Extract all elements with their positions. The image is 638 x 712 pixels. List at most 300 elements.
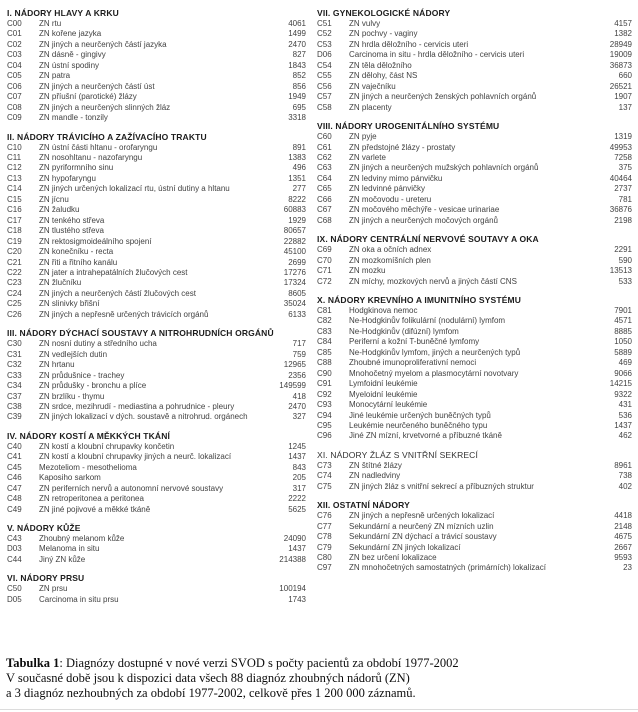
diagnosis-label: Zhoubné imunoproliferativní nemoci — [349, 358, 477, 368]
diagnosis-code: C73 — [317, 460, 332, 470]
diagnosis-code: C63 — [317, 163, 332, 173]
table-row — [317, 461, 632, 471]
diagnosis-code: C14 — [7, 184, 22, 194]
diagnosis-label: ZN ústní spodiny — [39, 60, 100, 70]
section-heading: X. NÁDORY KREVNÍHO A IMUNITNÍHO SYSTÉMU — [317, 294, 522, 305]
diagnosis-code: C54 — [317, 60, 332, 70]
diagnosis-label: ZN míchy, mozkových nervů a jiných částí CNS — [349, 276, 517, 286]
section-heading: III. NÁDORY DÝCHACÍ SOUSTAVY A NITROHRUDNÍCH ORGÁNŮ — [7, 328, 274, 339]
diagnosis-label: ZN ledviny mimo pánvičku — [349, 173, 443, 183]
diagnosis-label: Leukémie neurčeného buněčného typu — [349, 420, 488, 430]
diagnosis-code: C13 — [7, 173, 22, 183]
section-heading: VII. GYNEKOLOGICKÉ NÁDORY — [317, 8, 451, 18]
table-row — [7, 473, 306, 483]
table-row — [317, 82, 632, 92]
section-heading: V. NÁDORY KŮŽE — [7, 523, 81, 534]
diagnosis-section — [317, 234, 632, 287]
diagnosis-code: C68 — [317, 215, 332, 225]
diagnosis-label: ZN brzlíku - thymu — [39, 391, 105, 401]
table-row — [7, 555, 306, 565]
diagnosis-code: D06 — [317, 50, 332, 60]
patient-count: 40464 — [609, 173, 632, 183]
diagnosis-label: ZN jater a intrahepatálních žlučových cest — [39, 267, 188, 277]
diagnosis-code: C94 — [317, 410, 332, 420]
table-row — [7, 505, 306, 515]
table-row — [317, 50, 632, 60]
diagnosis-code: C61 — [317, 142, 332, 152]
diagnosis-label: ZN jícnu — [39, 194, 69, 204]
table-row — [7, 29, 306, 39]
diagnosis-label: Melanoma in situ — [39, 544, 100, 554]
diagnosis-code: C93 — [317, 400, 332, 410]
diagnosis-code: C64 — [317, 173, 332, 183]
diagnosis-label: ZN mnohočetných samostatných (primárních) lokalizací — [349, 563, 546, 573]
diagnosis-label: ZN hypofaryngu — [39, 173, 96, 183]
patient-count: 60883 — [283, 205, 306, 215]
patient-count: 24090 — [283, 534, 306, 544]
diagnosis-code: C51 — [317, 19, 332, 28]
table-row — [7, 484, 306, 494]
diagnosis-code: C97 — [317, 563, 332, 573]
patient-count: 759 — [292, 349, 306, 359]
patient-count: 4571 — [614, 316, 632, 326]
patient-count: 80657 — [283, 226, 306, 236]
diagnosis-label: Monocytární leukémie — [349, 400, 428, 410]
table-row — [7, 544, 306, 554]
table-row — [317, 543, 632, 553]
patient-count: 533 — [618, 276, 632, 286]
diagnosis-label: ZN štítné žlázy — [349, 460, 402, 470]
table-row — [317, 71, 632, 81]
diagnosis-code: C37 — [7, 391, 22, 401]
table-row — [317, 29, 632, 39]
caption-line-1-text: : Diagnózy dostupné v nové verzi SVOD s počty pacientů za období 1977-2002 — [59, 656, 459, 670]
diagnosis-label: ZN močového měchýře - vesicae urinariae — [349, 205, 500, 215]
diagnosis-code: C69 — [317, 245, 332, 255]
patient-count: 8885 — [614, 326, 632, 336]
diagnosis-section — [7, 8, 306, 124]
diagnosis-code: C09 — [7, 113, 22, 123]
diagnosis-section — [317, 295, 632, 442]
table-row — [317, 216, 632, 226]
patient-count: 852 — [292, 71, 306, 81]
patient-count: 149599 — [279, 381, 306, 391]
diagnosis-label: ZN jiných a nepřesně určených trávicích orgánů — [39, 309, 209, 319]
diagnosis-code: C46 — [7, 473, 22, 483]
patient-count: 781 — [618, 194, 632, 204]
table-row — [317, 163, 632, 173]
table-row — [7, 153, 306, 163]
table-row — [317, 411, 632, 421]
table-row — [317, 174, 632, 184]
diagnosis-label: ZN pochvy - vaginy — [349, 29, 418, 39]
patient-count: 843 — [292, 462, 306, 472]
patient-count: 1907 — [614, 92, 632, 102]
diagnosis-code: C22 — [7, 267, 22, 277]
patient-count: 9593 — [614, 553, 632, 563]
diagnosis-label: Sekundární a neurčený ZN mízních uzlin — [349, 521, 494, 531]
table-row — [317, 358, 632, 368]
diagnosis-code: C76 — [317, 511, 332, 521]
diagnosis-code: C83 — [317, 326, 332, 336]
patient-count: 590 — [618, 255, 632, 265]
diagnosis-label: Lymfoidní leukémie — [349, 379, 418, 389]
diagnosis-code: C67 — [317, 205, 332, 215]
patient-count: 36876 — [609, 205, 632, 215]
patient-count: 1437 — [288, 452, 306, 462]
diagnosis-label: Sekundární ZN dýchací a trávicí soustavy — [349, 532, 497, 542]
diagnosis-code: C04 — [7, 60, 22, 70]
diagnosis-label: ZN pyriformního sinu — [39, 163, 114, 173]
table-row — [7, 339, 306, 349]
diagnosis-code: C00 — [7, 19, 22, 28]
patient-count: 695 — [292, 102, 306, 112]
diagnosis-label: ZN kořene jazyka — [39, 29, 102, 39]
table-row — [7, 195, 306, 205]
diagnosis-label: Mezoteliom - mesothelioma — [39, 462, 137, 472]
caption-table-label: Tabulka 1 — [6, 656, 60, 670]
diagnosis-label: ZN oka a očních adnex — [349, 245, 432, 255]
table-row — [7, 299, 306, 309]
patient-count: 2470 — [288, 401, 306, 411]
diagnosis-section — [7, 132, 306, 321]
diagnosis-code: C34 — [7, 381, 22, 391]
diagnosis-label: Kaposiho sarkom — [39, 473, 101, 483]
diagnosis-label: ZN jiných a nepřesně určených lokalizací — [349, 511, 495, 521]
table-row — [317, 256, 632, 266]
table-row — [317, 369, 632, 379]
patient-count: 23 — [623, 563, 632, 573]
diagnosis-label: ZN jiných a neurčených močových orgánů — [349, 215, 498, 225]
diagnosis-label: ZN patra — [39, 71, 71, 81]
patient-count: 469 — [618, 358, 632, 368]
patient-count: 827 — [292, 50, 306, 60]
patient-count: 1499 — [288, 29, 306, 39]
diagnosis-label: ZN retroperitonea a peritonea — [39, 494, 144, 504]
table-row — [7, 113, 306, 123]
diagnosis-label: Hodgkinova nemoc — [349, 305, 418, 315]
patient-count: 35024 — [283, 299, 306, 309]
patient-count: 1351 — [288, 173, 306, 183]
diagnosis-label: Myeloidní leukémie — [349, 389, 418, 399]
table-row — [317, 40, 632, 50]
patient-count: 12965 — [283, 360, 306, 370]
table-right-column — [317, 8, 632, 613]
diagnosis-code: C41 — [7, 452, 22, 462]
table-row — [317, 553, 632, 563]
diagnosis-label: ZN rektosigmoideálního spojení — [39, 236, 152, 246]
diagnosis-section — [317, 500, 632, 574]
diagnosis-label: ZN ústní části hltanu - orofaryngu — [39, 142, 158, 152]
diagnosis-code: C60 — [317, 132, 332, 142]
table-row — [317, 563, 632, 573]
diagnosis-label: ZN příušní (parotické) žlázy — [39, 92, 137, 102]
patient-count: 4061 — [288, 19, 306, 28]
diagnosis-code: C05 — [7, 71, 22, 81]
diagnosis-code: C19 — [7, 236, 22, 246]
table-row — [7, 534, 306, 544]
table-row — [7, 71, 306, 81]
table-row — [7, 258, 306, 268]
patient-count: 2699 — [288, 257, 306, 267]
diagnosis-label: ZN mozku — [349, 266, 386, 276]
diagnosis-code: C75 — [317, 481, 332, 491]
table-row — [7, 40, 306, 50]
diagnosis-code: C40 — [7, 441, 22, 451]
diagnosis-label: ZN jiných a neurčených částí jazyka — [39, 39, 167, 49]
diagnosis-code: C71 — [317, 266, 332, 276]
diagnosis-label: ZN prsu — [39, 584, 68, 594]
diagnosis-code: C26 — [7, 309, 22, 319]
diagnosis-code: C48 — [7, 494, 22, 504]
diagnosis-code: C08 — [7, 102, 22, 112]
patient-count: 26521 — [609, 81, 632, 91]
table-row — [317, 482, 632, 492]
table-row — [7, 371, 306, 381]
diagnosis-code: C79 — [317, 542, 332, 552]
diagnosis-code: C44 — [7, 554, 22, 564]
patient-count: 536 — [618, 410, 632, 420]
patient-count: 28949 — [609, 39, 632, 49]
diagnosis-label: ZN hrdla děložního - cervicis uteri — [349, 39, 469, 49]
patient-count: 3318 — [288, 113, 306, 123]
diagnosis-label: ZN tlustého střeva — [39, 226, 104, 236]
diagnosis-code: C39 — [7, 412, 22, 422]
table-row — [317, 431, 632, 441]
diagnosis-label: ZN mozkomíšních plen — [349, 255, 431, 265]
diagnosis-code: C23 — [7, 278, 22, 288]
diagnosis-code: C15 — [7, 194, 22, 204]
table-row — [7, 360, 306, 370]
section-heading: II. NÁDORY TRÁVICÍHO A ZAŽÍVACÍHO TRAKTU — [7, 131, 207, 142]
table-row — [7, 381, 306, 391]
diagnosis-label: ZN varlete — [349, 152, 386, 162]
diagnosis-code: C20 — [7, 247, 22, 257]
diagnosis-code: C49 — [7, 504, 22, 514]
diagnosis-section — [317, 121, 632, 226]
patient-count: 2198 — [614, 215, 632, 225]
patient-count: 660 — [618, 71, 632, 81]
patient-count: 738 — [618, 471, 632, 481]
patient-count: 891 — [292, 142, 306, 152]
patient-count: 1382 — [614, 29, 632, 39]
diagnosis-label: Mnohočetný myelom a plasmocytární novotvary — [349, 368, 519, 378]
table-row — [317, 143, 632, 153]
diagnosis-label: ZN předstojné žlázy - prostaty — [349, 142, 456, 152]
diagnosis-code: C77 — [317, 521, 332, 531]
patient-count: 36873 — [609, 60, 632, 70]
diagnosis-code: C57 — [317, 92, 332, 102]
diagnosis-code: C47 — [7, 483, 22, 493]
diagnosis-section — [317, 450, 632, 492]
patient-count: 45100 — [283, 247, 306, 257]
diagnosis-code: C85 — [317, 347, 332, 357]
diagnosis-code: C82 — [317, 316, 332, 326]
diagnosis-code: C90 — [317, 368, 332, 378]
diagnosis-label: ZN vedlejších dutin — [39, 349, 108, 359]
table-row — [317, 19, 632, 29]
patient-count: 1319 — [614, 132, 632, 142]
table-row — [317, 471, 632, 481]
table-row — [317, 421, 632, 431]
patient-count: 4157 — [614, 19, 632, 28]
diagnosis-label: ZN pyje — [349, 132, 377, 142]
patient-count: 8961 — [614, 460, 632, 470]
section-heading: IX. NÁDORY CENTRÁLNÍ NERVOVÉ SOUTAVY A OKA — [317, 234, 539, 245]
patient-count: 1245 — [288, 441, 306, 451]
diagnosis-section — [7, 523, 306, 565]
diagnosis-label: Carcinoma in situ - hrdla děložního - cervicis uteri — [349, 50, 525, 60]
caption-line-3: a 3 diagnóz nezhoubných za období 1977-2002, celkově přes 1 200 000 záznamů. — [6, 686, 416, 700]
patient-count: 6133 — [288, 309, 306, 319]
table-row — [317, 390, 632, 400]
diagnosis-code: C56 — [317, 81, 332, 91]
diagnosis-label: Ne-Hodgkinův (difúzní) lymfom — [349, 326, 459, 336]
patient-count: 1437 — [288, 544, 306, 554]
table-left-column — [7, 8, 306, 613]
diagnosis-code: C24 — [7, 288, 22, 298]
diagnosis-code: C65 — [317, 184, 332, 194]
diagnosis-code: C07 — [7, 92, 22, 102]
table-row — [7, 19, 306, 29]
patient-count: 9322 — [614, 389, 632, 399]
patient-count: 402 — [618, 481, 632, 491]
diagnosis-label: Carcinoma in situ prsu — [39, 594, 119, 604]
patient-count: 327 — [292, 412, 306, 422]
diagnosis-label: ZN vaječníku — [349, 81, 396, 91]
diagnosis-code: C21 — [7, 257, 22, 267]
section-heading: XI. NÁDORY ŽLÁZ S VNITŘNÍ SEKRECÍ — [317, 449, 478, 460]
patient-count: 277 — [292, 184, 306, 194]
diagnosis-code: C81 — [317, 305, 332, 315]
diagnosis-code: C62 — [317, 152, 332, 162]
patient-count: 1437 — [614, 420, 632, 430]
patient-count: 14215 — [609, 379, 632, 389]
patient-count: 431 — [618, 400, 632, 410]
table-row — [7, 494, 306, 504]
diagnosis-label: ZN jiných a neurčených částí úst — [39, 81, 155, 91]
table-row — [317, 348, 632, 358]
patient-count: 2291 — [614, 245, 632, 255]
diagnosis-label: ZN hrtanu — [39, 360, 75, 370]
section-heading: VI. NÁDORY PRSU — [7, 573, 85, 584]
table-row — [317, 277, 632, 287]
diagnosis-label: Sekundární ZN jiných lokalizací — [349, 542, 461, 552]
table-row — [7, 174, 306, 184]
diagnosis-label: ZN jiných určených lokalizací rtu, ústní dutiny a hltanu — [39, 184, 230, 194]
diagnosis-code: D03 — [7, 544, 22, 554]
table-row — [7, 92, 306, 102]
table-row — [7, 205, 306, 215]
table-row — [317, 400, 632, 410]
table-row — [317, 205, 632, 215]
diagnosis-label: ZN bez určení lokalizace — [349, 553, 437, 563]
diagnosis-label: ZN kostí a kloubní chrupavky končetin — [39, 441, 175, 451]
patient-count: 17276 — [283, 267, 306, 277]
table-row — [7, 442, 306, 452]
diagnosis-label: Jiné ZN mízní, krvetvorné a příbuzné tkáně — [349, 431, 502, 441]
section-heading: I. NÁDORY HLAVY A KRKU — [7, 8, 119, 18]
diagnosis-code: C80 — [317, 553, 332, 563]
diagnosis-code: C11 — [7, 152, 22, 162]
diagnosis-label: ZN jiných žláz s vnitřní sekrecí a příbuzných struktur — [349, 481, 534, 491]
diagnosis-label: ZN řiti a řitního kanálu — [39, 257, 118, 267]
diagnosis-code: C70 — [317, 255, 332, 265]
patient-count: 1743 — [288, 594, 306, 604]
table-row — [7, 463, 306, 473]
table-row — [7, 226, 306, 236]
diagnosis-label: ZN jiných lokalizací v dých. soustavě a nitrohrud. orgánech — [39, 412, 248, 422]
diagnosis-label: Periferní a kožní T-buněčné lymfomy — [349, 337, 480, 347]
patient-count: 13513 — [609, 266, 632, 276]
patient-count: 2667 — [614, 542, 632, 552]
diagnosis-code: C02 — [7, 39, 22, 49]
diagnosis-label: ZN žaludku — [39, 205, 80, 215]
diagnosis-label: ZN vulvy — [349, 19, 381, 28]
diagnosis-label: ZN jiných a neurčených mužských pohlavních orgánů — [349, 163, 539, 173]
table-row — [7, 412, 306, 422]
patient-count: 8605 — [288, 288, 306, 298]
table-row — [7, 237, 306, 247]
diagnosis-code: C45 — [7, 462, 22, 472]
table-row — [7, 392, 306, 402]
diagnosis-label: ZN dásně - gingivy — [39, 50, 106, 60]
table-row — [317, 245, 632, 255]
diagnosis-code: C33 — [7, 370, 22, 380]
patient-count: 1050 — [614, 337, 632, 347]
diagnosis-label: ZN placenty — [349, 102, 392, 112]
table-row — [7, 143, 306, 153]
diagnosis-code: C95 — [317, 420, 332, 430]
diagnosis-code: C32 — [7, 360, 22, 370]
table-caption — [0, 654, 638, 701]
diagnosis-label: Zhoubný melanom kůže — [39, 534, 125, 544]
patient-count: 9066 — [614, 368, 632, 378]
diagnosis-label: ZN jiné pojivové a měkké tkáně — [39, 504, 151, 514]
table-row — [7, 103, 306, 113]
diagnosis-code: C30 — [7, 339, 22, 349]
diagnosis-code: C74 — [317, 471, 332, 481]
patient-count: 19009 — [609, 50, 632, 60]
patient-count: 49953 — [609, 142, 632, 152]
diagnosis-code: C31 — [7, 349, 22, 359]
patient-count: 2470 — [288, 39, 306, 49]
patient-count: 4418 — [614, 511, 632, 521]
section-heading: VIII. NÁDORY UROGENITÁLNÍHO SYSTÉMU — [317, 121, 500, 132]
patient-count: 1949 — [288, 92, 306, 102]
caption-line-2: V současné době jsou k dispozici data všech 88 diagnóz zhoubných nádorů (ZN) — [6, 671, 410, 685]
table-row — [7, 595, 306, 605]
table-row — [317, 103, 632, 113]
diagnosis-label: Ne-Hodgkinův lymfom, jiných a neurčených typů — [349, 347, 521, 357]
diagnosis-label: ZN jiných a neurčených ženských pohlavních orgánů — [349, 92, 537, 102]
diagnosis-code: C18 — [7, 226, 22, 236]
diagnosis-code: C92 — [317, 389, 332, 399]
diagnosis-section — [7, 573, 306, 605]
patient-count: 17324 — [283, 278, 306, 288]
patient-count: 717 — [292, 339, 306, 349]
bottom-divider — [0, 709, 638, 710]
diagnosis-code: C16 — [7, 205, 22, 215]
diagnosis-label: Ne-Hodgkinův folikulární (nodulární) lymfom — [349, 316, 506, 326]
table-row — [7, 402, 306, 412]
diagnosis-label: ZN slinivky břišní — [39, 299, 100, 309]
diagnosis-label: ZN nosní dutiny a středního ucha — [39, 339, 157, 349]
patient-count: 7258 — [614, 152, 632, 162]
table-row — [317, 379, 632, 389]
patient-count: 137 — [618, 102, 632, 112]
table-row — [7, 452, 306, 462]
